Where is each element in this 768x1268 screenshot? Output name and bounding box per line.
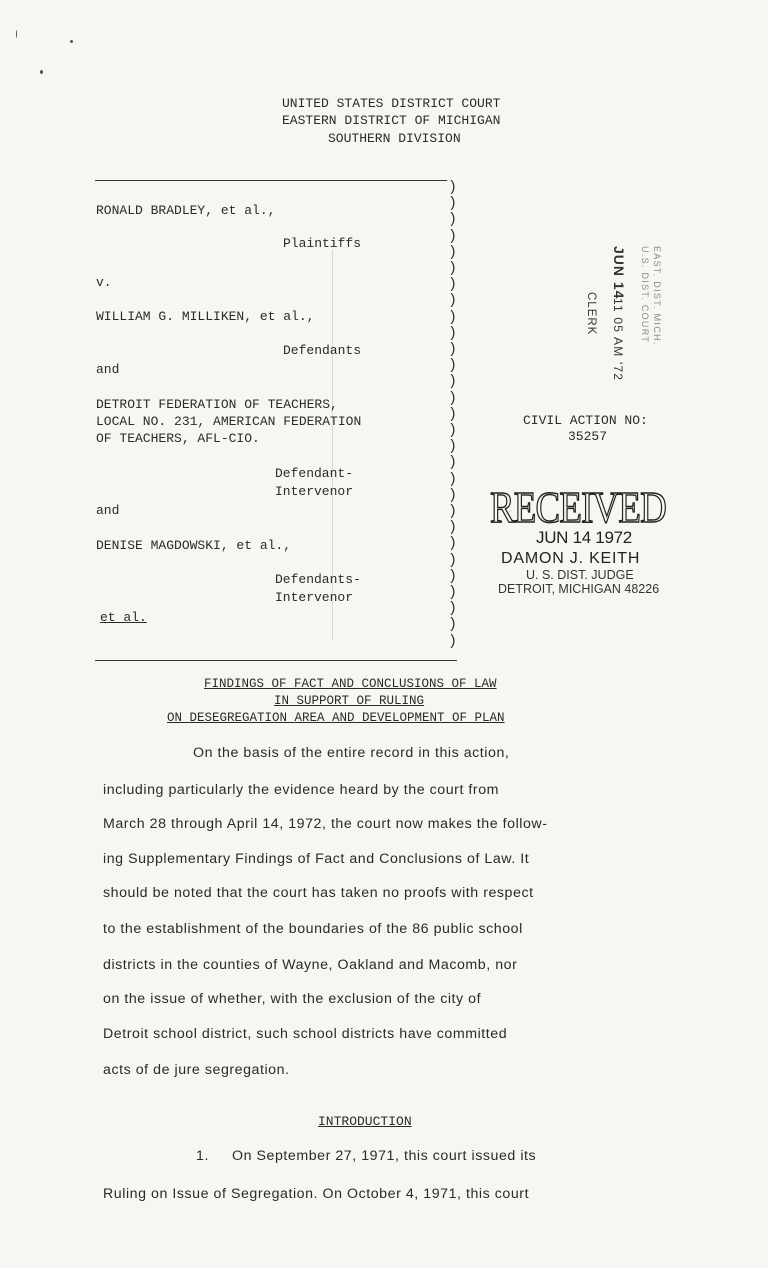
intro-line: should be noted that the court has taken no proofs with respect: [103, 885, 534, 901]
plaintiff-role: Plaintiffs: [283, 236, 362, 251]
court-district: EASTERN DISTRICT OF MICHIGAN: [282, 113, 501, 128]
caption-paren: ): [448, 227, 458, 245]
caption-paren: ): [448, 357, 458, 375]
clerk-stamp-date: JUN 14: [611, 246, 627, 300]
clerk-filing-stamp: [584, 240, 674, 390]
caption-paren: ): [448, 389, 458, 407]
section-heading-introduction: INTRODUCTION: [318, 1114, 412, 1129]
intervenor1-line2: LOCAL NO. 231, AMERICAN FEDERATION: [96, 414, 362, 429]
intervenor1-line1: DETROIT FEDERATION OF TEACHERS,: [96, 397, 338, 412]
paragraph-1-line1: On September 27, 1971, this court issued its: [232, 1148, 537, 1164]
caption-paren: ): [448, 211, 458, 229]
caption-paren: ): [448, 308, 458, 326]
paragraph-1-number: 1.: [196, 1148, 209, 1164]
intro-line: including particularly the evidence heard by the court from: [103, 782, 500, 798]
caption-paren: ): [448, 260, 458, 278]
et-al: et al.: [100, 610, 147, 625]
received-stamp-title: U. S. DIST. JUDGE: [526, 568, 634, 582]
document-title-line1: FINDINGS OF FACT AND CONCLUSIONS OF LAW: [204, 677, 497, 691]
civil-action-number: 35257: [568, 429, 608, 444]
intro-line: Detroit school district, such school districts have committed: [103, 1026, 508, 1042]
defendant-name: WILLIAM G. MILLIKEN, et al.,: [96, 309, 315, 324]
caption-paren: ): [448, 373, 458, 391]
received-stamp-name: DAMON J. KEITH: [501, 550, 641, 567]
caption-paren: ): [448, 179, 458, 196]
caption-paren: ): [448, 243, 458, 261]
caption-paren: ): [448, 632, 458, 650]
intro-line: On the basis of the entire record in this action,: [193, 745, 510, 761]
received-stamp-date: JUN 14 1972: [536, 528, 632, 547]
intervenor1-role-line2: Intervenor: [275, 484, 354, 499]
scan-speck: [40, 70, 43, 74]
caption-paren: ): [448, 470, 458, 488]
caption-paren-column: [448, 180, 462, 650]
scan-speck: [16, 30, 17, 38]
caption-paren: ): [448, 600, 458, 618]
and-2: and: [96, 503, 120, 518]
clerk-stamp-court-1: U.S. DIST. COURT: [640, 246, 650, 344]
caption-paren: ): [448, 519, 458, 537]
paragraph-1-line2: Ruling on Issue of Segregation. On October 4, 1971, this court: [103, 1186, 530, 1202]
caption-paren: ): [448, 551, 458, 569]
caption-paren: ): [448, 616, 458, 634]
caption-paren: ): [448, 503, 458, 521]
caption-paren: ): [448, 567, 458, 585]
clerk-stamp-court-2: EAST. DIST. MICH.: [652, 246, 662, 346]
court-name: UNITED STATES DISTRICT COURT: [282, 96, 501, 111]
intervenor2-role-line1: Defendants-: [275, 572, 361, 587]
intro-line: districts in the counties of Wayne, Oakland and Macomb, nor: [103, 957, 518, 973]
caption-paren: ): [448, 422, 458, 440]
caption-paren: ): [448, 276, 458, 294]
received-stamp: [488, 474, 678, 604]
defendant-role: Defendants: [283, 343, 362, 358]
caption-paren: ): [448, 195, 458, 213]
caption-paren: ): [448, 438, 458, 456]
intervenor1-line3: OF TEACHERS, AFL-CIO.: [96, 431, 260, 446]
versus: v.: [96, 275, 112, 290]
caption-paren: ): [448, 405, 458, 423]
civil-action-label: CIVIL ACTION NO:: [523, 413, 648, 428]
plaintiff-name: RONALD BRADLEY, et al.,: [96, 203, 276, 218]
intro-line: ing Supplementary Findings of Fact and Conclusions of Law. It: [103, 851, 530, 867]
caption-paren: ): [448, 454, 458, 472]
clerk-stamp-time: 11 05 AM '72: [611, 298, 625, 382]
caption-paren: ): [448, 486, 458, 504]
caption-paren: ): [448, 584, 458, 602]
intervenor1-role-line1: Defendant-: [275, 466, 354, 481]
clerk-stamp-label: CLERK: [585, 292, 597, 336]
document-title-line3: ON DESEGREGATION AREA AND DEVELOPMENT OF PLAN: [167, 711, 505, 725]
caption-paren: ): [448, 535, 458, 553]
received-stamp-location: DETROIT, MICHIGAN 48226: [498, 582, 660, 596]
scan-speck: [70, 40, 73, 43]
received-stamp-word: RECEIVED: [490, 483, 667, 532]
intro-line: March 28 through April 14, 1972, the court now makes the follow-: [103, 816, 548, 832]
intro-line: to the establishment of the boundaries of the 86 public school: [103, 921, 523, 937]
caption-top-rule: [95, 180, 447, 181]
intro-line: on the issue of whether, with the exclusion of the city of: [103, 991, 482, 1007]
intervenor2-role-line2: Intervenor: [275, 590, 354, 605]
caption-paren: ): [448, 292, 458, 310]
intro-line: acts of de jure segregation.: [103, 1062, 290, 1078]
caption-paren: ): [448, 324, 458, 342]
caption-paren: ): [448, 341, 458, 359]
document-title-line2: IN SUPPORT OF RULING: [274, 694, 425, 708]
caption-bottom-rule: [95, 660, 457, 661]
intervenor2-name: DENISE MAGDOWSKI, et al.,: [96, 538, 292, 553]
and-1: and: [96, 362, 120, 377]
court-division: SOUTHERN DIVISION: [328, 131, 461, 146]
